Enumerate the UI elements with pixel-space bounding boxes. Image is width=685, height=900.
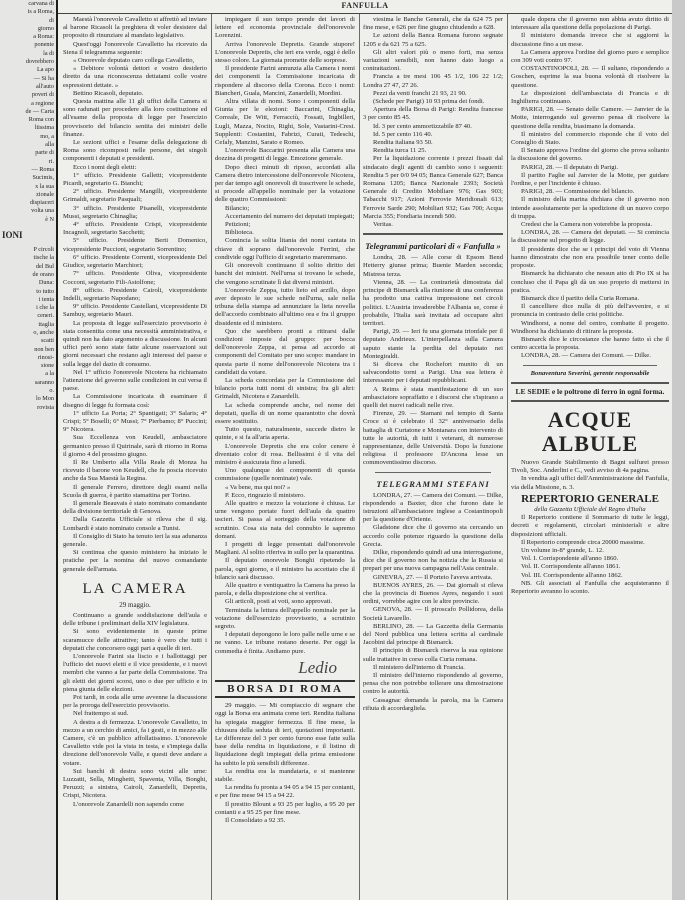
borsa-paragraph: La rendita fu pronta a 94 05 a 94 15 per contanti, e per fine mese 94 15 a 94 22.	[215, 784, 355, 800]
article-paragraph: 8° ufficio. Presidente Cairoli, vicepresidente Indelli, segretario Napodano;	[63, 286, 207, 302]
article-paragraph: 1° ufficio. Presidente Galletti; vicepresidente Picardi, segretario G. Bianchi;	[63, 171, 207, 188]
article-paragraph: Si continua che questo ministero ha iniziato le pratiche per la nomina del nuovo comandante generale dell'armata.	[63, 549, 207, 573]
stefani-paragraph: Il ministro dell'interno rispondendo al governo, pensa che non potrebbe tollerare una dimostrazione contro le autorità.	[363, 672, 503, 696]
article-paragraph: Terminata la lettura dell'appello nominale per la votazione dell'esercizio provvisorio, a scrutinio segreto.	[215, 606, 355, 631]
strip-text-line: è N	[45, 215, 54, 223]
article-paragraph: Altra villata di nomi. Sono i componenti della Giunta per le elezioni: Baccarini, Chinaglia, Correale, De Witt, Ferracciù, Fossati, Ingbilleri, Lugli, Mazza, Nocito, Righi, Sole, Vastarini-Cresi. Supplenti: Costantini, Fabrizi, Curati, Tedeschi, Cefaly, Manzini, Sarato e Romeo.	[215, 98, 355, 147]
article-paragraph: Maestà l'onorevole Cavalletto si affrettò ad inviare al barone Ricasoli la preghiera di voler desistere dal proposito di rinunziare al mandato legislativo.	[63, 16, 207, 40]
stefani-title: TELEGRAMMI STEFANI	[376, 478, 490, 489]
article-paragraph: Nel 1° ufficio l'onorevole Nicotera ha richiamato l'attenzione del governo sulle condizioni in cui versa il paese.	[63, 368, 207, 393]
strip-text-line: ri.	[48, 157, 54, 165]
column-rule	[359, 14, 360, 900]
repertorio-line: Vol. III. Corrispondente all'anno 1862.	[521, 571, 623, 579]
repertorio-line: Vol. I. Corrispondente all'anno 1860.	[521, 555, 619, 563]
strip-text-line: Duna:	[38, 279, 54, 287]
strip-text-line: Roma con	[28, 116, 54, 124]
strip-text-line: scatti	[40, 337, 54, 345]
strip-text-line: ttaglia	[38, 320, 54, 328]
telegram-paragraph: Bismarck ha dichiarato che nessun atto di Pio IX si ha concluso che il Papa gli dà un suo proprio di mettersi in pratica.	[511, 270, 669, 294]
strip-text-line: del Bul	[35, 262, 54, 270]
column-4	[511, 16, 669, 900]
article-paragraph: Tutto questo, naturalmente, succede dietro le quinte, e si fa all'aria aperta.	[215, 426, 355, 442]
telegrams-title: Telegrammi particolari di « Fanfulla »	[365, 241, 501, 252]
telegram-paragraph: Bismarck dice le circostanze che hanno fatto sì che il centro accetta la proposta.	[511, 335, 669, 352]
article-paragraph: impiegare il suo tempo prende dei lavori di lettere ed economia provinciale dell'onorevole Lorenzini.	[215, 16, 355, 40]
article-paragraph: « Onorevole deputato caro collega Cavalletto,	[73, 57, 195, 65]
column-rule	[507, 14, 508, 900]
telegram-paragraph: Il presidente dice che se i principi del voto di Vienna hanno dimostrato che non era possibile tener conto delle proposte.	[511, 245, 669, 270]
telegram-paragraph: LONDRA, 28. — Camera dei Comuni. — Dilke.	[521, 352, 651, 360]
stefani-paragraph: LONDRA, 27. — Camera dei Comuni. — Dilke, rispondendo a Baxter, dice che furono date le istruzioni all'ambasciatore inglese a Costantinopoli per la questione d'Oriente.	[363, 491, 503, 524]
column-2	[215, 16, 355, 900]
repertorio-line: Il Repertorio comprende circa 20000 massime.	[521, 538, 645, 546]
article-paragraph: La scheda concordata per la Commissione del bilancio porta tutti nomi di sinistra; fra gli altri: Grimaldi, Nicotera e Zanardelli.	[215, 376, 355, 401]
telegram-paragraph: Credesi che la Camera non voterebbe la proposta.	[521, 221, 653, 229]
strip-text-line: La apo	[36, 66, 54, 74]
telegram-paragraph: Il ministero domanda invece che si aggiorni la discussione fino a un mese.	[511, 32, 669, 48]
advert-line: In vendita agli uffici dell'Amministrazione del Fanfulla, via della Missione, n. 3.	[511, 475, 669, 491]
market-paragraph: Id. 3 per cento ammortizzabile 87 40.	[373, 122, 472, 130]
market-paragraph: Id. 5 per cento 116 40.	[373, 130, 433, 138]
article-paragraph: Quo che sarebbero pronti a ritirarsi dalle condizioni imposte dal gruppo: per bocca dell'onorevole Zeppa, si pensa ad accordo ai componenti del Comitato per uno scopo: mandare in questa parte il nome dell'onorevole Nicotera tra i candidati da votare.	[215, 327, 355, 376]
market-paragraph: Gli altri valori più o meno forti, ma senza variazioni sensibili, non hanno dato luogo a contrattazioni.	[363, 48, 503, 73]
article-paragraph: Dopo dieci minuti di riposo, accordati alla Camera dietro intercessione dell'onorevole Nicotera, per dar tempo agli onorevoli di trascrivere le schede, si procede all'appello nominale per la votazione delle quattro Commissioni:	[215, 163, 355, 204]
telegram-paragraph: Firenze, 29. — Stamani nel tempio di Santa Croce si è celebrato il 32° anniversario della battaglia di Curtatone e Montanara con intervento di tutte le autorità, di tutti i veterani, di numerose rappresentanze, delle Università. Dopo la funzione religiosa il professore D'Ancona lesse un commoventissimo discorso.	[363, 410, 503, 467]
telegram-paragraph: PARIGI, 28. — Commissione del bilancio.	[521, 188, 635, 196]
section-divider	[363, 233, 503, 235]
article-paragraph: Il presidente Farini annunzia alla Camera i nomi dei componenti la Commissione incaricata di rispondere al discorso della Corona. Ecco i nomi: Biancheri, Guala, Mancini, Zanardelli, Mordini.	[215, 65, 355, 97]
article-paragraph: 1° ufficio La Porta; 2° Spantigati; 3° Salaris; 4° Crispi; 5° Boselli; 6° Mussi; 7° Pierbamo; 8° Puccini; 9° Nicotera.	[63, 409, 207, 434]
article-paragraph: Ecco i nomi degli eletti:	[73, 163, 137, 171]
article-paragraph: Il Consiglio di Stato ha tenuto ieri la sua adunanza generale.	[63, 532, 207, 548]
strip-text-line: Sucimis,	[32, 174, 54, 182]
ad-sedie: LE SEDIE e le poltrone di ferro in ogni forma.	[515, 386, 665, 396]
strip-text-line: all'auto	[36, 82, 54, 90]
article-paragraph: I deputati depongono le loro palle nelle urne e se ne vanno. Le tribune restano deserte. Per oggi la commedia è finita. Andiamo pure.	[215, 631, 355, 655]
strip-text-line: a Roma:	[33, 33, 54, 41]
telegram-paragraph: Il ministro del commercio risponde che il voto del Consiglio di Stato.	[511, 130, 669, 147]
telegram-paragraph: Windhorst, a nome del centro, combatte il progetto. Windhorst ha dichiarato di ritirare la proposta.	[511, 319, 669, 335]
strip-text-line: dovrebbero	[25, 58, 54, 66]
strip-text-line: la di	[43, 49, 54, 57]
stefani-paragraph: Gladstone dice che il governo sta cercando un accordo colle potenze riguardo la questione della Grecia.	[363, 524, 503, 548]
strip-text-line: dispiaceri	[29, 199, 54, 207]
stefani-paragraph: BUENOS AYRES, 26. — Dai giornali si rileva che la provincia di Buenos Ayres, negando i suoi ordini, vorrebbe agire con le altre provincie.	[363, 581, 503, 606]
stefani-paragraph: Cassagnac domanda la parola, ma la Camera rifiuta di accordargliela.	[363, 696, 503, 712]
section-divider	[511, 382, 669, 384]
section-divider	[375, 472, 491, 473]
strip-text-line: o, anche	[33, 328, 54, 336]
article-paragraph: 9° ufficio. Presidente Castellani, vicepresidente Di Sambuy, segretario Mauri.	[63, 303, 207, 319]
strip-text-line: poveri di	[31, 91, 54, 99]
camera-paragraph: Continuano a grande soddisfazione dell'aula e delle tribune i preliminari della XIV legislatura.	[63, 612, 207, 628]
strip-text-line: alla	[45, 141, 54, 149]
market-paragraph: (Schede per Parigi) 10 93 prima dei fondi.	[373, 98, 485, 106]
camera-paragraph: Poi tardi, in coda alle urne avvenne la discussione per la proroga dell'esercizio provvisorio.	[63, 694, 207, 710]
page-edge	[672, 0, 685, 900]
article-paragraph: L'onorevole Depretis che era color cenere è diventato color di rosa. Bellissimi è il vita del ministro è assicurata fino a lunedì.	[215, 442, 355, 466]
article-paragraph: « Va bene, ma qui noi? »	[225, 483, 291, 491]
strip-text-line: rinosi-	[37, 353, 54, 361]
column-3	[363, 16, 503, 900]
telegram-paragraph: Il ministro della marina dichiara che il governo non intende assolutamente per la spedizione di un nuovo corpo di truppa.	[511, 196, 669, 220]
article-paragraph: 3° ufficio. Presidente Pisanelli, vicepresidente Mussi, segretario Chinaglia;	[63, 204, 207, 220]
adjacent-page-strip	[0, 0, 56, 900]
article-paragraph: Bilancio;	[225, 204, 250, 212]
article-paragraph: Arriva l'onorevole Depretis. Grande stupore! L'onorevole Depretis, che ieri era verde, oggi è dello stesso colore. La giornata promette delle sorprese.	[215, 40, 355, 65]
market-paragraph: Le azioni della Banca Romana furono segnate 1205 e da 621 75 a 625.	[363, 32, 503, 48]
stefani-paragraph: BERLINO, 28. — La Gazzetta della Germania del Nord pubblica una lettera scritta al cardinale Jacobini dal principe di Bismarck.	[363, 622, 503, 647]
telegram-paragraph: A Reims è stata manifestazione di un suo ambasciatore sopraffatto e i discorsi che s'ispirano a quelli dei nuovi radicali nelle rive.	[363, 385, 503, 409]
stefani-paragraph: GINEVRA, 27. — Il Porteio l'aveva arrivata.	[373, 573, 493, 581]
telegram-paragraph: Il cancelliere dice nulla di più dell'avvenire, e si pronuncia in contrasto delle crisi politiche.	[511, 303, 669, 319]
article-paragraph: Dalla Gazzetta Ufficiale si rileva che il sig. Lombardi è stato nominato console a Tunisi.	[63, 516, 207, 532]
column-rule	[211, 14, 212, 900]
article-paragraph: 7° ufficio. Presidente Oliva, vicepresidente Cocconi, segretario Fili-Astolfone;	[63, 270, 207, 286]
strip-text-line: non ben	[34, 345, 54, 353]
borsa-paragraph: La rendita era la mandataria, e si mantenne stabile.	[215, 767, 355, 784]
strip-text-line: o.	[49, 387, 54, 395]
telegram-paragraph: La Camera approva l'ordine del giorno puro e semplice con 309 voti contro 97.	[511, 48, 669, 65]
strip-text-line: lo Mon	[35, 395, 54, 403]
section-divider	[511, 400, 669, 402]
market-paragraph: Rendita turca 11 25.	[373, 147, 427, 155]
telegram-paragraph: PARIGI, 28. — Senato delle Camere. — Janvier de la Motte, interrogando sul governo pensa di risolvere la questione della rendita, biasimano la domanda.	[511, 106, 669, 130]
stefani-paragraph: Dilke, rispondendo quindi ad una interrogazione, dice che il governo non ha notizia che la Russia si prepari per una nuova campagna nell'Asia centrale.	[363, 548, 503, 573]
market-paragraph: Apertura della Borsa di Parigi: Rendita francese 3 per cento 85 45.	[363, 106, 503, 122]
stefani-paragraph: GENOVA, 28. — Il piroscafo Pollidorea, della Società Lavarello.	[363, 606, 503, 622]
camera-paragraph: A destra a di fermezza. L'onorevole Cavalletto, in mezzo a un cerchio di amici, fa i gesti, e in mezzo alle Camere, c'è un pubblico affollatissimo. L'onorevole Cavalletto vide poi la vista in testa, e s'impiega dalla direzione dell'onorevole Valle, e questi deve andare a votare.	[63, 718, 207, 767]
strip-text-line: de orano	[32, 270, 54, 278]
article-paragraph: Questa mattina alle 11 gli uffici della Camera si sono radunati per procedere alla loro costituzione ed all'esame della proposta di legge per l'esercizio provvisorio del bilancio sentita dei ministri delle finanze.	[63, 98, 207, 138]
stefani-paragraph: Il ministero dell'interno di Francia.	[373, 663, 465, 671]
article-paragraph: Biblioteca.	[225, 229, 254, 237]
strip-text-line: P circoli	[33, 246, 54, 254]
strip-text-line: ltissima	[34, 124, 54, 132]
article-paragraph: L'onorevole Baccarini presenta alla Camera una dozzina di progetti di legge. Emozione generale.	[215, 147, 355, 163]
article-paragraph: Le sezioni uffici e l'esame della delegazione di Roma sono ricomposti nelle persone, dei singoli componenti i deputati e presidenti.	[63, 139, 207, 163]
stefani-paragraph: Il principio di Bismarck riserva la sua opinione sulle trattative in corso colla Curia romana.	[363, 647, 503, 663]
repertorio-line: Vol. II. Corrispondente all'anno 1861.	[521, 563, 621, 571]
article-paragraph: 2° ufficio. Presidente Mangilli, vicepresidente Grimaldi, segretario Pasquali;	[63, 188, 207, 204]
camera-paragraph: Sui banchi di destra sono vicini alle urne: Luzzatti, Sella, Minghetti, Spaventa, Villa, Bonghi, Peruzzi; a sinistra, Cairoli, Zanardelli, Depretis, Crispi, Nicotera.	[63, 767, 207, 800]
article-paragraph: Alle quattro e mezzo la votazione è chiusa. Le urne vengono portate fuori dell'aula da quattro uscieri. Si passa al sorteggio della votazione di scrutinio. Cosa sia nata del connubio le sapremo domani.	[215, 499, 355, 540]
repertorio-line: Il Repertorio contiene il Sommario di tutte le leggi, decreti e regolamenti, circolari ministeriali e altre disposizioni ufficiali.	[511, 514, 669, 538]
camera-section-title: LA CAMERA	[82, 580, 188, 597]
borsa-section-title: BORSA DI ROMA	[215, 680, 355, 698]
article-paragraph: Il generale Ferrero, direttore degli esami nella Scuola di guerra, è partito stamattina per Torino.	[63, 483, 207, 499]
strip-heading: IONI	[2, 230, 23, 241]
article-paragraph: Il Re Umberto alla Villa Reale di Monza ha ricevuto il barone von Keudell, che fu poscia ricevuto anche da Sua Maestà la Regina.	[63, 458, 207, 483]
article-paragraph: 6° ufficio. Presidente Correnti, vicepresidente Del Giudice, segretario Marchiori;	[63, 253, 207, 270]
article-paragraph: Accertamento del numero dei deputati impiegati;	[225, 212, 355, 220]
article-paragraph: Uno qualunque dei componenti di questa commissione (quelle nominate) vale.	[215, 467, 355, 483]
article-paragraph: Petizioni;	[225, 221, 251, 229]
acque-albule-title: ACQUE ALBULE	[541, 406, 639, 456]
strip-text-line: carvana di	[28, 0, 54, 7]
strip-text-line: a la	[45, 370, 54, 378]
strip-text-line: saranno	[34, 378, 54, 386]
borsa-paragraph: 29 maggio. — Mi compiaccio di segnare che oggi la Borsa era animata come ieri. Rendita italiana ha spiegata maggior fermezza. Il fine mese, la chiusura della seduta di ieri, quotazioni importanti. Le differenze del 3 per cento furono esse fatte sulla base della rendita in liquidazione, e il listino di liquidazione degli impiegati della prima emissione ha subito le più sensibili differenze.	[215, 702, 355, 767]
article-paragraph: « Debitore volontà dettori e vostro desiderio diretto da una riconoscenza dettatami colle vostre espressioni dettate. »	[63, 65, 207, 89]
strip-text-line: parte di	[35, 149, 54, 157]
article-paragraph: Il deputato onorevole Bonghi ripetendo la parola, ogni giorno, e il ministro ha accettato che il bilancio sarà discusso.	[215, 557, 355, 581]
article-paragraph: Comincia la solita litania dei nomi cantata in chiave di soprano dall'onorevole Ferrini, che condivide oggi l'ufficio di segretario maremmano.	[215, 237, 355, 261]
advert-line: Nuovo Grande Stabilimento di Bagni sulfurei presso Tivoli, Soc. Anderlini e C., vedi avviso di 4a pagina.	[511, 458, 669, 475]
masthead: FANFULLA	[341, 1, 389, 10]
repertorio-line: Un volume in-8° grande, L. 12.	[521, 546, 604, 554]
strip-text-line: ponente	[34, 41, 54, 49]
column-1	[63, 16, 207, 900]
telegram-paragraph: LONDRA, 28. — Camera dei deputati. — Si comincia la discussione sul progetto di legge.	[511, 229, 669, 245]
strip-text-line: rovista	[37, 403, 54, 411]
article-paragraph: La proposta di legge sull'esercizio provvisorio è stata consentita come una necessità amministrativa, e quindi non ha dato argomento a discussione. In alcuni uffici però sono state fatte alcune osservazioni sui giorni necessari che restano agli interessi del paese e sulla legge del dazio di consumo.	[63, 319, 207, 368]
strip-text-line: x la sua	[35, 182, 54, 190]
telegram-paragraph: PARIGI, 28. — Il deputato di Parigi.	[521, 163, 619, 171]
article-paragraph: Alle quattro e ventiquattro la Camera ha preso la parola, e della disposizione che si verifica.	[215, 582, 355, 598]
article-paragraph: Quest'oggi l'onorevole Cavalletto ha ricevuto da Siena il telegramma seguente:	[63, 40, 207, 56]
telegram-paragraph: Bismarck dice il partito della Curia Romana.	[521, 294, 640, 302]
article-paragraph: Gli articoli, posti ai voti, sono approvati.	[225, 598, 333, 606]
article-paragraph: 4° ufficio. Presidente Crispi, vicepresidente Incagnoli, segretario Sacchetti;	[63, 221, 207, 237]
camera-paragraph: L'onorevole Zanardelli non sapendo come	[73, 800, 185, 808]
camera-paragraph: Si sono evidentemente in queste prime scaramucce delle attrattive; tanto è vero che tutti i deputati che concorsero oggi pari a quelle di ieri.	[63, 628, 207, 652]
market-paragraph: viesima le Banche Generali, che da 624 75 per fine mese, e 626 per fine giugno chiudendo a 628.	[363, 16, 503, 32]
telegram-paragraph: Londra, 28. — Alle corse di Epsom Bend Hetterry giunse prima; Buenie Marden seconda; Mistress terza.	[363, 254, 503, 278]
strip-text-line: di	[49, 16, 54, 24]
borsa-paragraph: Il prestito Blount a 93 25 per luglio, a 95 20 per contanti e a 95 25 per fine mese.	[215, 800, 355, 816]
strip-text-line: ceneri.	[37, 312, 54, 320]
strip-text-line: — Roma	[31, 165, 54, 173]
strip-text-line: i che la	[36, 304, 54, 312]
market-paragraph: Veritas.	[373, 221, 393, 229]
telegram-paragraph: Le disposizioni dell'ambasciata di Francia e di Inghilterra continuano.	[511, 89, 669, 106]
article-paragraph: La scheda comprende anche, nel nome dei deputati, quella di un nome quarantotto che dovrà essere sostituito.	[215, 401, 355, 425]
market-paragraph: Francia a tre mesi 106 45 1/2, 106 22 1/2; Londra 27 47, 27 26.	[363, 73, 503, 89]
strip-text-line: i tenta	[38, 295, 54, 303]
repertorio-title: REPERTORIO GENERALE	[521, 492, 659, 505]
strip-text-line: zionale	[36, 190, 54, 198]
article-paragraph: Bettino Ricasoli, deputato.	[73, 89, 144, 97]
article-paragraph: Il generale Beauvais è stato nominato comandante della divisione territoriale di Genova.	[63, 499, 207, 516]
strip-text-line: tische la	[33, 254, 54, 262]
strip-text-line: — Si ha	[33, 74, 54, 82]
gerente-line: Bonaventura Severini, gerente responsabile	[530, 369, 650, 377]
market-paragraph: Per la liquidazione corrente i prezzi fissati dal sindacato degli agenti di cambio sono i seguenti: Rendita 5 per 0/0 94 05; Banca Generale 627; Banca Romana 1205; Banca Nazionale 2393; Società Generale di Credito Mobiliare 976; Gas 903; Tabacchi 917; Azioni Ferrovie Meridionali 613; Ferrovie Sarde 290; Mobiliari 932; Gas 700; Acqua Marcia 355; Fondiaria incendi 500.	[363, 155, 503, 220]
market-paragraph: Rendita italiana 93 50.	[373, 139, 433, 147]
page-header	[58, 0, 672, 14]
article-paragraph: Sua Eccellenza von Keudell, ambasciatore germanico presso il Quirinale, sarà di ritorno in Roma il giorno 4 del prossimo giugno.	[63, 434, 207, 458]
strip-text-line: mo, a	[40, 132, 54, 140]
telegram-paragraph: Il Senato approva l'ordine del giorno che prova soltanto la discussione del governo.	[511, 147, 669, 163]
strip-text-line: de — Carta	[25, 107, 54, 115]
article-paragraph: 5° ufficio. Presidente Berti Domenico, vicepresidente Puccioni, segretario Sorrentino;	[63, 237, 207, 253]
strip-text-line: sione	[40, 362, 54, 370]
camera-paragraph: Nel frattempo si sud.	[73, 710, 129, 718]
repertorio-line: NB. Gli associati al Fanfulla che acquisteranno il Repertorio avranno lo sconto.	[511, 579, 669, 595]
strip-text-line: giorno	[37, 24, 54, 32]
article-paragraph: Gli onorevoli continuano il solito diritto dei banchi dei ministri. Nell'urna si trovano le schede, che vengono scrutinate lì dai diversi ministri.	[215, 262, 355, 286]
section-divider	[523, 365, 657, 366]
article-paragraph: La Commissione incaricata di esaminare il disegno di legge fu formata così:	[63, 393, 207, 409]
borsa-paragraph: Il Consolidato a 92 35.	[225, 817, 286, 825]
strip-text-line: is a Roma,	[27, 8, 54, 16]
telegram-paragraph: Il partito Faglie sul Janvier de la Motte, per guidare l'ordine, e per l'incidente è chiuso.	[511, 171, 669, 188]
strip-text-line: to tutto	[36, 287, 54, 295]
telegram-paragraph: quale dopera che il governo non abbia avuto diritto di interessare alla questione della popolazione di Parigi.	[511, 16, 669, 32]
repertorio-subtitle: della Gazzetta Ufficiale del Regno d'Italia	[534, 505, 646, 513]
article-paragraph: L'onorevole Zeppa, tutto lieto ed arzillo, dopo aver deposto le sue schede nell'urna, sale nella tribuna della stampa ad annunziare la lieta novella dell'accordo combinato all'ultimo ora e fra il gruppo dissidente ed il ministero.	[215, 286, 355, 327]
market-paragraph: Pezzi da venti franchi 21 93, 21 90.	[373, 89, 467, 97]
article-paragraph: I progetti di legge presentati dall'onorevole Magliani. Al solito riferiva in sullo per la quarantina.	[215, 541, 355, 557]
camera-paragraph: L'onorevole Farini sia liscio e i ballottaggi per l'ufficio dei nuovi eletti e il vice presidente, e i nuovi membri che vanno a far parte della Commissione. Tra gli eletti dei giorni scorsi, uno o due per ufficio e in piena giunta delle elezioni.	[63, 653, 207, 693]
telegram-paragraph: Si diceva che Rochefort munito di un salvacondotto torni a Parigi. Una sua lettera è interessante per i deputati repubblicani.	[363, 360, 503, 385]
telegram-paragraph: Vienna, 28. — La contrarietà dimostrata dal principe di Bismarck alla riunione di una conferenza ha prodotto una cattiva impressione nei circoli politici. L'Austria invaderebbe l'Albania se, come è probabile, l'Italia sarà invitata ad occupare altri territori.	[363, 278, 503, 327]
author-signature: Ledio	[298, 657, 337, 677]
article-paragraph: P. Ecco, ringrazio il ministero.	[225, 491, 306, 499]
strip-text-line: a regione	[31, 99, 54, 107]
telegram-paragraph: Parigi, 29. — Ieri fu una giornata trionfale per il deputato Andrieux. L'interpellanza sulla Camera saputo stante la perdita del deputato nei Montegiraldi.	[363, 328, 503, 360]
telegram-paragraph: COSTANTINOPOLI, 28. — Il sultano, rispondendo a Goschen, esprime la sua buona volontà di risolvere la questione.	[511, 65, 669, 89]
strip-text-line: volta una	[31, 207, 54, 215]
camera-date: 29 maggio.	[119, 600, 151, 609]
